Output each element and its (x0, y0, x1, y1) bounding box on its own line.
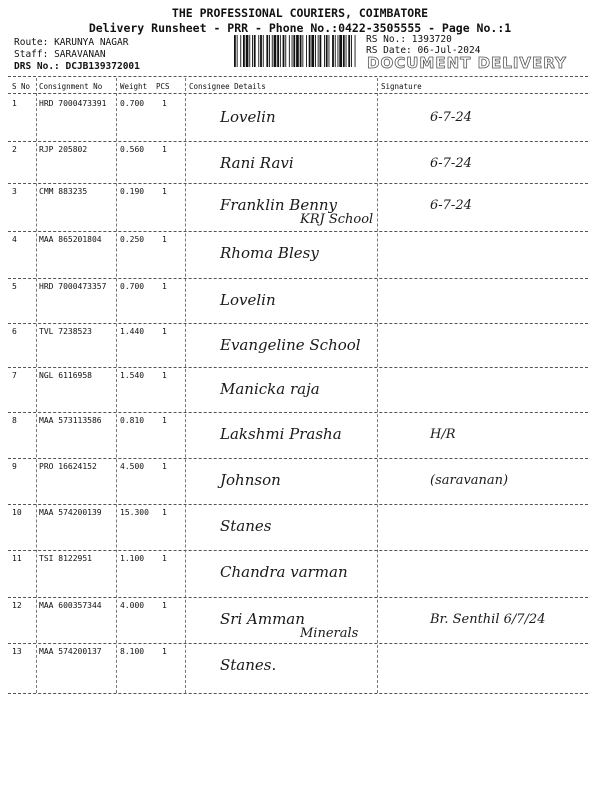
document-delivery-stamp: DOCUMENT DELIVERY (367, 54, 567, 72)
row-pcs: 1 (162, 371, 167, 380)
col-pcs: PCS (156, 82, 170, 91)
row-consignee: Lakshmi Prasha (220, 425, 342, 443)
row-pcs: 1 (162, 554, 167, 563)
row-consignment-no: TVL 7238523 (39, 327, 92, 336)
barcode-bar (335, 35, 336, 67)
row-sno: 9 (12, 462, 17, 471)
table-row (0, 505, 600, 551)
staff-line (14, 49, 106, 60)
row-signature: 6-7-24 (430, 110, 472, 125)
row-weight: 0.700 (120, 99, 145, 108)
barcode-bar (296, 35, 299, 67)
row-consignment-no: RJP 205802 (39, 145, 88, 154)
row-pcs: 1 (162, 416, 167, 425)
drs-value: DCJB139372001 (65, 61, 140, 72)
row-consignment-no: HRD 7000473391 (39, 99, 107, 108)
rs-no-value: 1393720 (411, 34, 452, 45)
row-consignment-no: MAA 600357344 (39, 601, 102, 610)
barcode-bar (289, 35, 290, 67)
barcode-bar (266, 35, 268, 67)
row-signature: 6-7-24 (430, 156, 472, 171)
rs-date-value: 06-Jul-2024 (417, 45, 481, 56)
row-consignment-no: HRD 7000473357 (39, 282, 107, 291)
row-weight: 0.810 (120, 416, 145, 425)
row-weight: 1.540 (120, 371, 145, 380)
barcode-bar (240, 35, 241, 67)
barcode-bar (243, 35, 245, 67)
table-row (0, 184, 600, 232)
row-consignee: Rhoma Blesy (220, 244, 319, 262)
row-consignee: Stanes. (220, 656, 277, 674)
row-sno: 7 (12, 371, 17, 380)
row-consignment-no: MAA 574200137 (39, 647, 102, 656)
col-signature: Signature (381, 82, 422, 91)
row-weight: 0.190 (120, 187, 145, 196)
row-consignee: Franklin Benny (220, 196, 337, 214)
row-consignee: Rani Ravi (220, 154, 294, 172)
barcode-bar (343, 35, 345, 67)
row-weight: 0.700 (120, 282, 145, 291)
row-pcs: 1 (162, 145, 167, 154)
route-value: KARUNYA NAGAR (54, 37, 129, 48)
barcode-bar (260, 35, 262, 67)
route-label: Route: (14, 37, 49, 48)
barcode-bar (320, 35, 322, 67)
row-sno: 10 (12, 508, 22, 517)
barcode-bar (280, 35, 281, 67)
row-pcs: 1 (162, 327, 167, 336)
barcode-bar (277, 35, 279, 67)
barcode-bar (292, 35, 293, 67)
col-weight: Weight (120, 82, 148, 91)
barcode-bar (351, 35, 352, 67)
row-divider (8, 693, 588, 694)
barcode-bar (318, 35, 319, 67)
table-row (0, 368, 600, 413)
row-consignee-line2: Minerals (300, 626, 359, 641)
table-row (0, 551, 600, 598)
row-consignee-line2: KRJ School (300, 212, 374, 227)
row-consignee: Chandra varman (220, 563, 348, 581)
row-pcs: 1 (162, 601, 167, 610)
row-consignee: Lovelin (220, 291, 276, 309)
row-weight: 4.000 (120, 601, 145, 610)
row-pcs: 1 (162, 187, 167, 196)
table-row (0, 644, 600, 694)
barcode-bar (311, 35, 314, 67)
barcode-bar (263, 35, 264, 67)
header-bottom-rule (8, 93, 588, 94)
barcode-bar (274, 35, 277, 67)
row-consignee: Johnson (220, 471, 281, 489)
runsheet-subtitle: Delivery Runsheet - PRR - Phone No.:0422-3505555 - Page No.:1 (88, 21, 512, 35)
table-row (0, 459, 600, 505)
barcode-bar (338, 35, 339, 67)
barcode-bar (346, 35, 347, 67)
row-consignee: Sri Amman (220, 610, 305, 628)
rs-date-label: RS Date: (366, 45, 412, 56)
col-consignee: Consignee Details (189, 82, 266, 91)
barcode-bar (329, 35, 330, 67)
table-row (0, 232, 600, 279)
header-top-rule (8, 76, 588, 77)
row-consignee: Evangeline School (220, 336, 361, 354)
row-consignment-no: MAA 573113586 (39, 416, 102, 425)
row-sno: 8 (12, 416, 17, 425)
table-row (0, 324, 600, 368)
barcode-bar (254, 35, 256, 67)
row-consignee: Stanes (220, 517, 272, 535)
row-sno: 3 (12, 187, 17, 196)
staff-value: SARAVANAN (54, 49, 106, 60)
barcode-bar (324, 35, 325, 67)
col-sno: S No (12, 82, 31, 91)
row-signature: Br. Senthil 6/7/24 (430, 612, 546, 627)
barcode-bar (302, 35, 303, 67)
barcode-bar (234, 35, 236, 67)
barcode-bar (306, 35, 307, 67)
company-title: THE PROFESSIONAL COURIERS, COIMBATORE (171, 6, 429, 20)
table-row (0, 279, 600, 324)
barcode-bar (272, 35, 273, 67)
row-consignment-no: MAA 574200139 (39, 508, 102, 517)
row-pcs: 1 (162, 282, 167, 291)
barcode-bar (293, 35, 295, 67)
barcode-bar (309, 35, 311, 67)
barcode-bar (339, 35, 342, 67)
barcode-bar (315, 35, 316, 67)
row-weight: 0.250 (120, 235, 145, 244)
row-weight: 1.100 (120, 554, 145, 563)
rs-no-line (366, 34, 452, 45)
col-consignment: Consignment No (39, 82, 103, 91)
row-consignment-no: MAA 865201804 (39, 235, 102, 244)
row-sno: 11 (12, 554, 22, 563)
row-consignment-no: TSI 8122951 (39, 554, 92, 563)
row-consignment-no: NGL 6116958 (39, 371, 92, 380)
table-row (0, 96, 600, 142)
barcode-bar (355, 35, 356, 67)
drs-label: DRS No.: (14, 61, 60, 72)
row-weight: 1.440 (120, 327, 145, 336)
row-pcs: 1 (162, 462, 167, 471)
barcode-bar (252, 35, 253, 67)
barcode-bar (246, 35, 249, 67)
barcode-bar (258, 35, 259, 67)
row-weight: 4.500 (120, 462, 145, 471)
row-sno: 4 (12, 235, 17, 244)
barcode-bar (283, 35, 285, 67)
barcode-bar (269, 35, 270, 67)
row-sno: 6 (12, 327, 17, 336)
row-sno: 13 (12, 647, 22, 656)
row-signature: (saravanan) (430, 473, 509, 488)
row-signature: H/R (430, 427, 456, 442)
row-weight: 0.560 (120, 145, 145, 154)
row-consignment-no: PRO 16624152 (39, 462, 97, 471)
row-weight: 15.300 (120, 508, 149, 517)
row-pcs: 1 (162, 99, 167, 108)
row-pcs: 1 (162, 647, 167, 656)
table-row (0, 142, 600, 184)
row-sno: 5 (12, 282, 17, 291)
barcode-bar (326, 35, 328, 67)
barcode-bar (332, 35, 334, 67)
row-sno: 12 (12, 601, 22, 610)
drs-line (14, 61, 140, 72)
row-sno: 2 (12, 145, 17, 154)
row-pcs: 1 (162, 235, 167, 244)
barcode-bar (348, 35, 350, 67)
barcode-bar (285, 35, 286, 67)
row-consignee: Lovelin (220, 108, 276, 126)
barcode-bar (237, 35, 238, 67)
barcode-bar (249, 35, 250, 67)
row-sno: 1 (12, 99, 17, 108)
rs-no-label: RS No.: (366, 34, 407, 45)
row-pcs: 1 (162, 508, 167, 517)
row-consignee: Manicka raja (220, 380, 320, 398)
row-consignment-no: CMM 883235 (39, 187, 88, 196)
row-weight: 8.100 (120, 647, 145, 656)
table-row (0, 598, 600, 644)
table-row (0, 413, 600, 459)
staff-label: Staff: (14, 49, 49, 60)
route-line (14, 37, 128, 48)
barcode-image (234, 35, 358, 67)
barcode-bar (300, 35, 302, 67)
row-signature: 6-7-24 (430, 198, 472, 213)
